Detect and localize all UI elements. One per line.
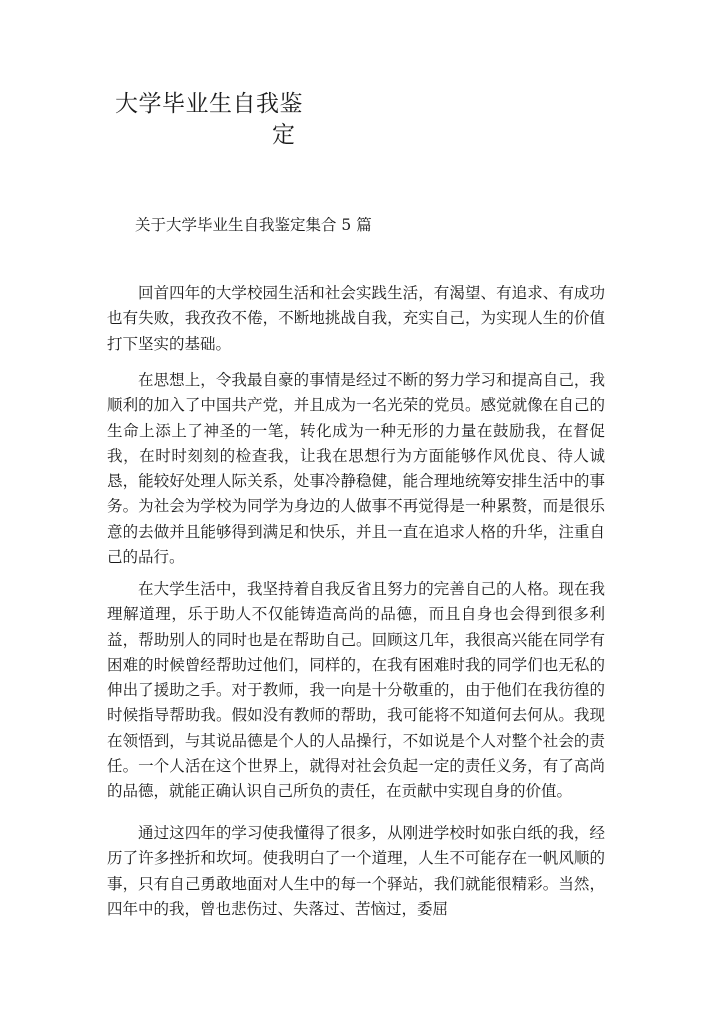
paragraph-3: 在大学生活中，我坚持着自我反省且努力的完善自己的人格。现在我理解道理，乐于助人不仅能铸造高尚的品德，而且自身也会得到很多利益，帮助别人的同时也是在帮助自己。回顾这几年，我很高兴能在同学有困难的时候曾经帮助过他们，同样的，在我有困难时我的同学们也无私的伸出了援助之手。对于教师，我一向是十分敬重的，由于他们在我彷徨的时候指导帮助我。假如没有教师的帮助，我可能将不知道何去何从。我现在领悟到，与其说品德是个人的人品操行，不如说是个人对整个社会的责任。一个人活在这个世界上，就得对社会负起一定的责任义务，有了高尚的品德，就能正确认识自己所负的责任，在贡献中实现自身的价值。 — [107, 580, 605, 801]
document-subtitle: 关于大学毕业生自我鉴定集合 5 篇 — [135, 216, 372, 234]
document-title-line-1: 大学毕业生自我鉴 — [115, 91, 303, 117]
paragraph-2: 在思想上，令我最自豪的事情是经过不断的努力学习和提高自己，我顺利的加入了中国共产党，并且成为一名光荣的党员。感觉就像在自己的生命上添上了神圣的一笔，转化成为一种无形的力量在鼓励我，在督促我，在时时刻刻的检查我，让我在思想行为方面能够作风优良、待人诚恳，能较好处理人际关系，处事冷静稳健，能合理地统筹安排生活中的事务。为社会为学校为同学为身边的人做事不再觉得是一种累赘，而是很乐意的去做并且能够得到满足和快乐，并且一直在追求人格的升华，注重自己的品行。 — [107, 371, 605, 567]
paragraph-4: 通过这四年的学习使我懂得了很多，从刚进学校时如张白纸的我，经历了许多挫折和坎坷。使我明白了一个道理，人生不可能存在一帆风顺的事，只有自己勇敢地面对人生中的每一个驿站，我们就能很精彩。当然，四年中的我，曾也悲伤过、失落过、苦恼过，委屈 — [107, 824, 605, 918]
paragraph-1: 回首四年的大学校园生活和社会实践生活，有渴望、有追求、有成功也有失败，我孜孜不倦，不断地挑战自我，充实自己，为实现人生的价值打下坚实的基础。 — [107, 284, 605, 353]
document-title-line-2: 定 — [272, 122, 296, 148]
